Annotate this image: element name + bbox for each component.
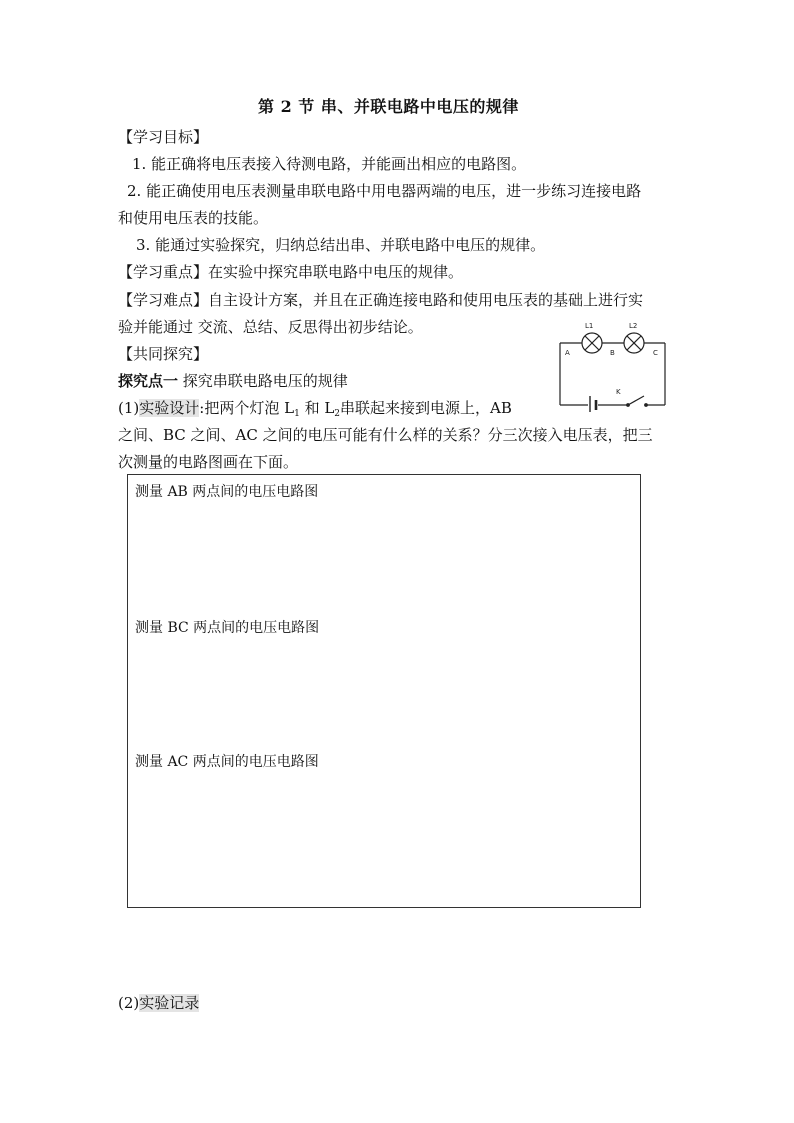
difficulty-heading: 【学习难点】: [118, 291, 209, 309]
step2-label: 实验记录: [139, 994, 200, 1012]
step2-line: [118, 990, 199, 1016]
step1-label: 实验设计: [139, 399, 200, 417]
step2-number: (2): [118, 994, 140, 1012]
lamp-icon: [624, 333, 644, 353]
objective-item-3: 3. 能通过实验探究，归纳总结出串、并联电路中电压的规律。: [136, 236, 546, 254]
battery-icon: [590, 396, 596, 412]
explore-point-1: [118, 368, 348, 394]
switch-icon: [627, 396, 648, 406]
step1-text-b: 和 L: [299, 399, 335, 417]
box-label-bc: 测量 BC 两点间的电压电路图: [135, 620, 320, 636]
lamp2-subscript: 2: [334, 409, 341, 419]
label-l1: L1: [585, 322, 594, 330]
label-k: K: [616, 388, 621, 396]
objective-item-2-line1: 2. 能正确使用电压表测量串联电路中用电器两端的电压，进一步练习连接电路: [127, 182, 642, 200]
objectives-heading: 【学习目标】: [118, 128, 209, 146]
difficulty-line1: [118, 287, 643, 313]
step1-text-a: :把两个灯泡 L: [199, 399, 295, 417]
difficulty-text-line1: 自主设计方案，并且在正确连接电路和使用电压表的基础上进行实: [208, 291, 644, 309]
label-b: B: [610, 349, 615, 357]
step1-number: (1): [118, 399, 140, 417]
explore-point-title: 探究串联电路电压的规律: [178, 372, 348, 390]
difficulty-line2: 验并能通过 交流、总结、反思得出初步结论。: [118, 318, 423, 336]
lamp1-subscript: 1: [294, 409, 300, 419]
key-point-text: 在实验中探究串联电路中电压的规律。: [208, 263, 464, 281]
page-title: 第 2 节 串、并联电路中电压的规律: [258, 97, 519, 116]
step1-text-c: 串联起来接到电源上，AB: [340, 399, 512, 417]
label-c: C: [653, 349, 658, 357]
explore-point-label: 探究点一: [118, 372, 179, 390]
label-l2: L2: [629, 322, 638, 330]
lamp-icon: [582, 333, 602, 353]
objective-item-2-line2: 和使用电压表的技能。: [118, 209, 269, 227]
step1-line3: 次测量的电路图画在下面。: [118, 453, 299, 471]
key-point: [118, 259, 463, 285]
objective-item-1: 1. 能正确将电压表接入待测电路，并能画出相应的电路图。: [132, 155, 527, 173]
label-a: A: [565, 349, 570, 357]
explore-heading: 【共同探究】: [118, 345, 209, 363]
step1-line2: 之间、BC 之间、AC 之间的电压可能有什么样的关系？分三次接入电压表，把三: [118, 426, 653, 444]
circuit-drawing-box[interactable]: [127, 474, 641, 908]
box-label-ac: 测量 AC 两点间的电压电路图: [135, 754, 319, 770]
key-point-heading: 【学习重点】: [118, 263, 209, 281]
series-circuit-diagram: [556, 316, 670, 412]
step1-line1: [118, 395, 512, 421]
box-label-ab: 测量 AB 两点间的电压电路图: [135, 484, 319, 500]
